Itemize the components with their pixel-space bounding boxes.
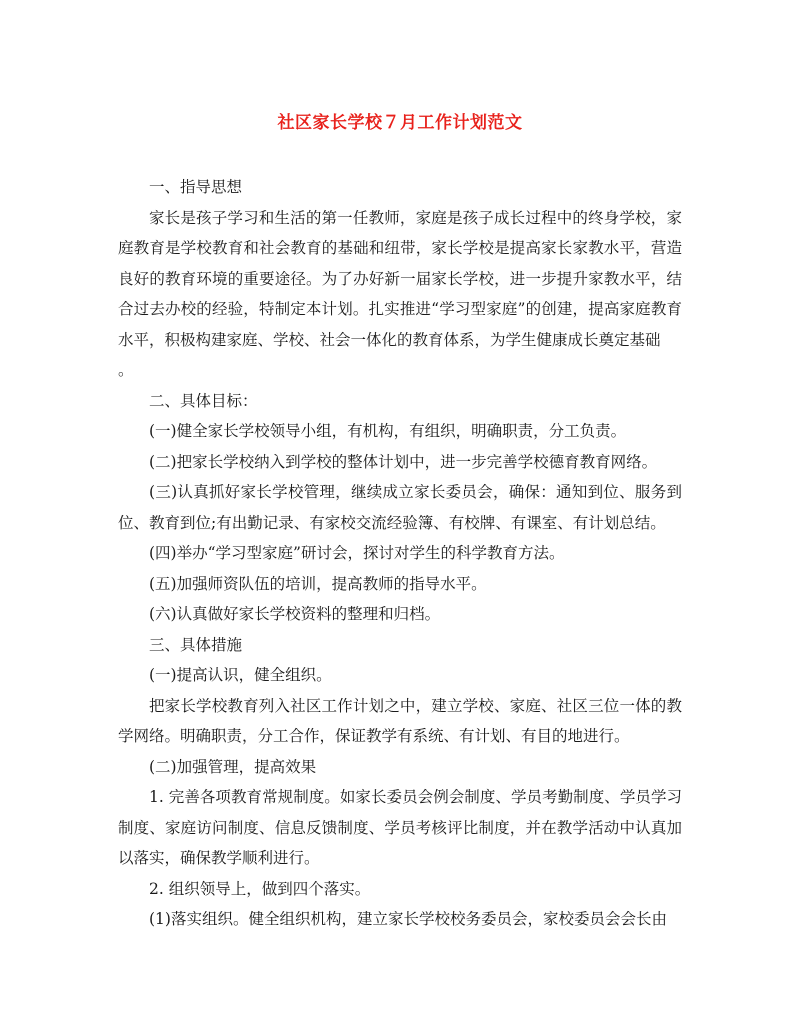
section-heading-specific-goals: 二、具体目标： (149, 391, 258, 410)
measure-paragraph-1: 把家长学校教育列入社区工作计划之中，建立学校、家庭、社区三位一体的教学网络。明确职责，分工合作，保证教学有系统、有计划、有目的地进行。 (118, 696, 682, 745)
goal-item-6: (六)认真做好家长学校资料的整理和归档。 (149, 605, 441, 623)
section-heading-guiding-ideology: 一、指导思想 (149, 178, 243, 196)
goal-item-2: (二)把家长学校纳入到学校的整体计划中，进一步完善学校德育教育网络。 (149, 452, 658, 471)
measure-item-2: 2. 组织领导上，做到四个落实。 (149, 879, 371, 898)
measure-item-1: 1. 完善各项教育常规制度。如家长委员会例会制度、学员考勤制度、学员学习制度、家庭访问制度、信息反馈制度、学员考核评比制度，并在教学活动中认真加以落实，确保教学顺利进行。 (118, 788, 682, 867)
goal-item-5: (五)加强师资队伍的培训，提高教师的指导水平。 (149, 574, 487, 593)
document-title: 社区家长学校７月工作计划范文 (277, 113, 523, 133)
goal-item-3: (三)认真抓好家长学校管理，继续成立家长委员会，确保：通知到位、服务到位、教育到位;有出勤记录、有家校交流经验簿、有校牌、有课室、有计划总结。 (118, 483, 682, 532)
paragraph-guiding-ideology: 家长是孩子学习和生活的第一任教师，家庭是孩子成长过程中的终身学校，家庭教育是学校教育和社会教育的基础和纽带，家长学校是提高家长家教水平，营造良好的教育环境的重要途径。为了办好新一届家长学校，进一步提升家教水平，结合过去办校的经验，特制定本计划。扎实推进“学习型家庭”的创建，提高家庭教育水平，积极构建家庭、学校、社会一体化的教育体系，为学生健康成长奠定基础 (118, 208, 682, 349)
document-body (118, 172, 682, 935)
measure-subitem-1: (1)落实组织。健全组织机构，建立家长学校校务委员会，家校委员会会长由 (149, 910, 667, 928)
section-heading-specific-measures: 三、具体措施 (149, 635, 243, 654)
goal-item-4: (四)举办“学习型家庭”研讨会，探讨对学生的科学教育方法。 (149, 544, 565, 562)
goal-item-1: (一)健全家长学校领导小组，有机构，有组织，明确职责，分工负责。 (149, 422, 627, 440)
paragraph-continuation: 。 (118, 361, 134, 379)
measure-heading-1: (一)提高认识，健全组织。 (149, 666, 332, 684)
measure-heading-2: (二)加强管理，提高效果 (149, 757, 317, 776)
